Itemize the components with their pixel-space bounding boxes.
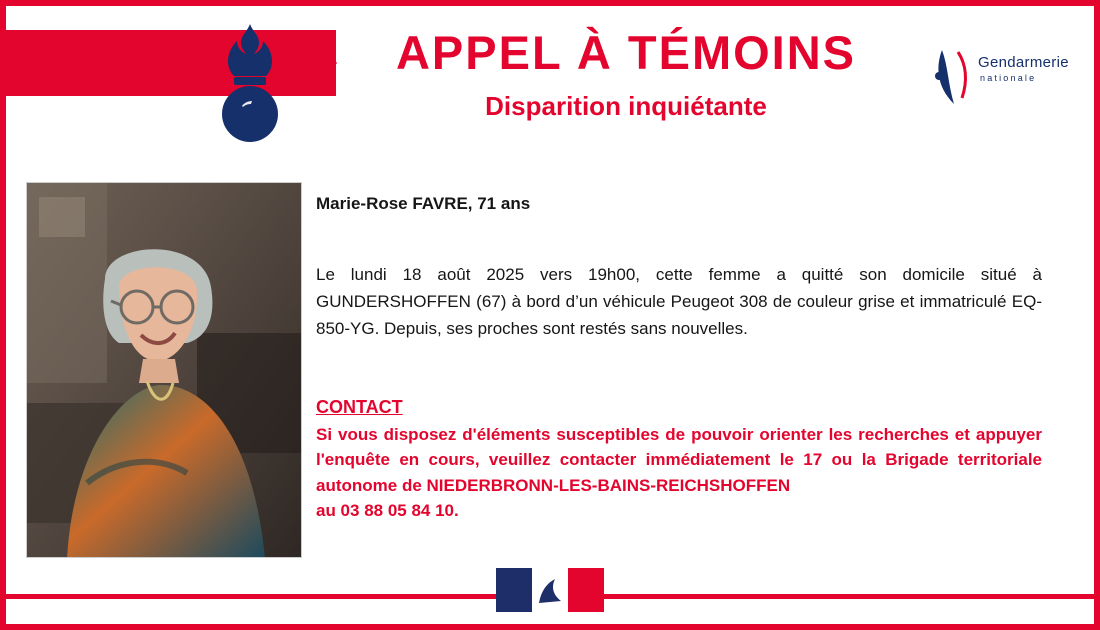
page-title: APPEL À TÉMOINS: [395, 26, 857, 79]
person-identity: Marie-Rose FAVRE, 71 ans: [316, 194, 531, 213]
flag-blue-band: [496, 568, 532, 612]
disappearance-description: Le lundi 18 août 2025 vers 19h00, cette femme a quitté son domicile situé à GUNDERSHOFFEN (67) à bord d’un véhicule Peugeot 308 de couleur grise et immatriculé EQ-850-YG. Depuis, ses proches sont restés sans nouvelles.: [316, 265, 1042, 338]
marianne-french-republic-logo: [496, 568, 604, 612]
poster-header: [6, 6, 1094, 154]
contact-phone: au 03 88 05 84 10.: [316, 501, 459, 521]
contact-heading: CONTACT: [316, 396, 403, 417]
page-subtitle: Disparition inquiétante: [485, 91, 767, 122]
logo-subtitle: nationale: [980, 73, 1037, 83]
title-block: [336, 28, 916, 122]
poster-text-column: [316, 194, 1042, 524]
poster-content: [6, 154, 1094, 574]
gendarmerie-flaming-grenade-icon: [212, 22, 288, 144]
flag-red-band: [568, 568, 604, 612]
flag-white-band: [532, 568, 569, 612]
contact-instructions: Si vous disposez d'éléments susceptibles de pouvoir orienter les recherches et appuyer l'enquête en cours, veuillez contacter immédiatement le 17 ou la Brigade territoriale autonome de NIEDERBRONN-LES-BAINS-REICHSHOFFEN: [316, 424, 1042, 495]
poster-footer: [6, 568, 1094, 624]
logo-title: Gendarmerie: [978, 54, 1069, 71]
gendarmerie-nationale-logo: [932, 46, 1072, 108]
missing-person-photo: [26, 182, 302, 558]
